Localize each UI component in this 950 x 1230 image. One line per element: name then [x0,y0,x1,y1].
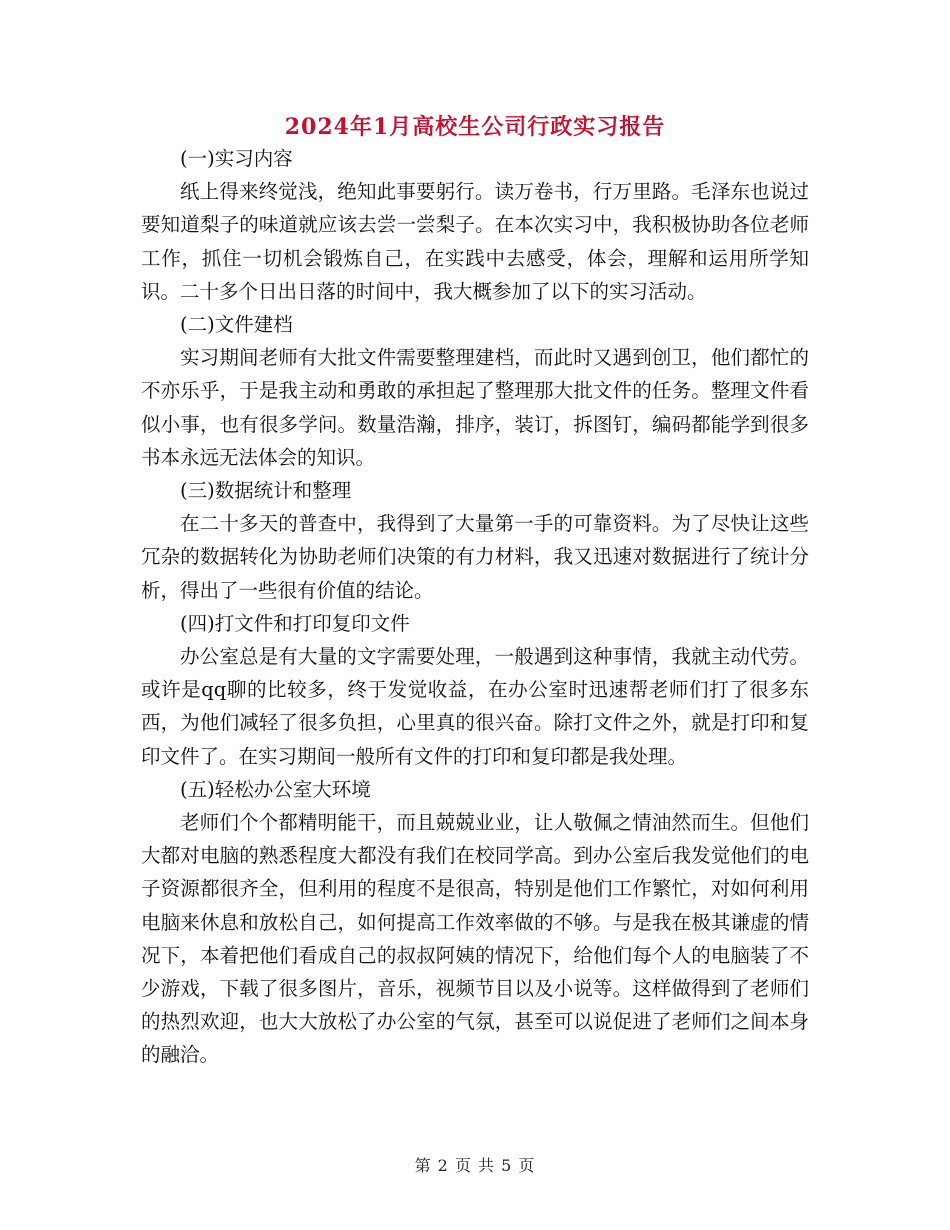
paragraph-environment: 老师们个个都精明能干，而且兢兢业业，让人敬佩之情油然而生。但他们大都对电脑的熟悉程度大都没有我们在校同学高。到办公室后我发觉他们的电子资源都很齐全，但利用的程度不是很高，特别是他们工作繁忙，对如何利用电脑来休息和放松自己，如何提高工作效率做的不够。与是我在极其谦虚的情况下，本着把他们看成自己的叔叔阿姨的情况下，给他们每个人的电脑装了不少游戏，下载了很多图片，音乐，视频节目以及小说等。这样做得到了老师们的热烈欢迎，也大大放松了办公室的气氛，甚至可以说促进了老师们之间本身的融洽。 [141,811,809,1067]
paragraph-content: 纸上得来终觉浅，绝知此事要躬行。读万卷书，行万里路。毛泽东也说过要知道梨子的味道就应该去尝一尝梨子。在本次实习中，我积极协助各位老师工作，抓住一切机会锻炼自己，在实践中去感受，体会，理解和运用所学知识。二十多个日出日落的时间中，我大概参加了以下的实习活动。 [141,180,809,303]
section-heading-typing: (四)打文件和打印复印文件 [180,611,410,635]
page-number-footer: 第 2 页 共 5 页 [414,1156,536,1175]
section-heading-filing: (二)文件建档 [180,313,293,337]
paragraph-typing: 办公室总是有大量的文字需要处理，一般遇到这种事情，我就主动代劳。或许是qq聊的比较多，终于发觉收益，在办公室时迅速帮老师们打了很多东西，为他们减轻了很多负担，心里真的很兴奋。除打文件之外，就是打印和复印文件了。在实习期间一般所有文件的打印和复印都是我处理。 [141,645,809,768]
section-heading-statistics: (三)数据统计和整理 [180,479,352,503]
document-title: 2024年1月高校生公司行政实习报告 [284,114,666,140]
paragraph-filing: 实习期间老师有大批文件需要整理建档，而此时又遇到创卫，他们都忙的不亦乐乎，于是我主动和勇敢的承担起了整理那大批文件的任务。整理文件看似小事，也有很多学问。数量浩瀚，排序，装订，拆图钉，编码都能学到很多书本永远无法体会的知识。 [141,346,809,469]
document-body [141,142,809,1072]
section-heading-environment: (五)轻松办公室大环境 [180,777,371,801]
paragraph-statistics: 在二十多天的普查中，我得到了大量第一手的可靠资料。为了尽快让这些冗杂的数据转化为协助老师们决策的有力材料，我又迅速对数据进行了统计分析，得出了一些很有价值的结论。 [141,512,809,602]
section-heading-content: (一)实习内容 [180,147,293,170]
